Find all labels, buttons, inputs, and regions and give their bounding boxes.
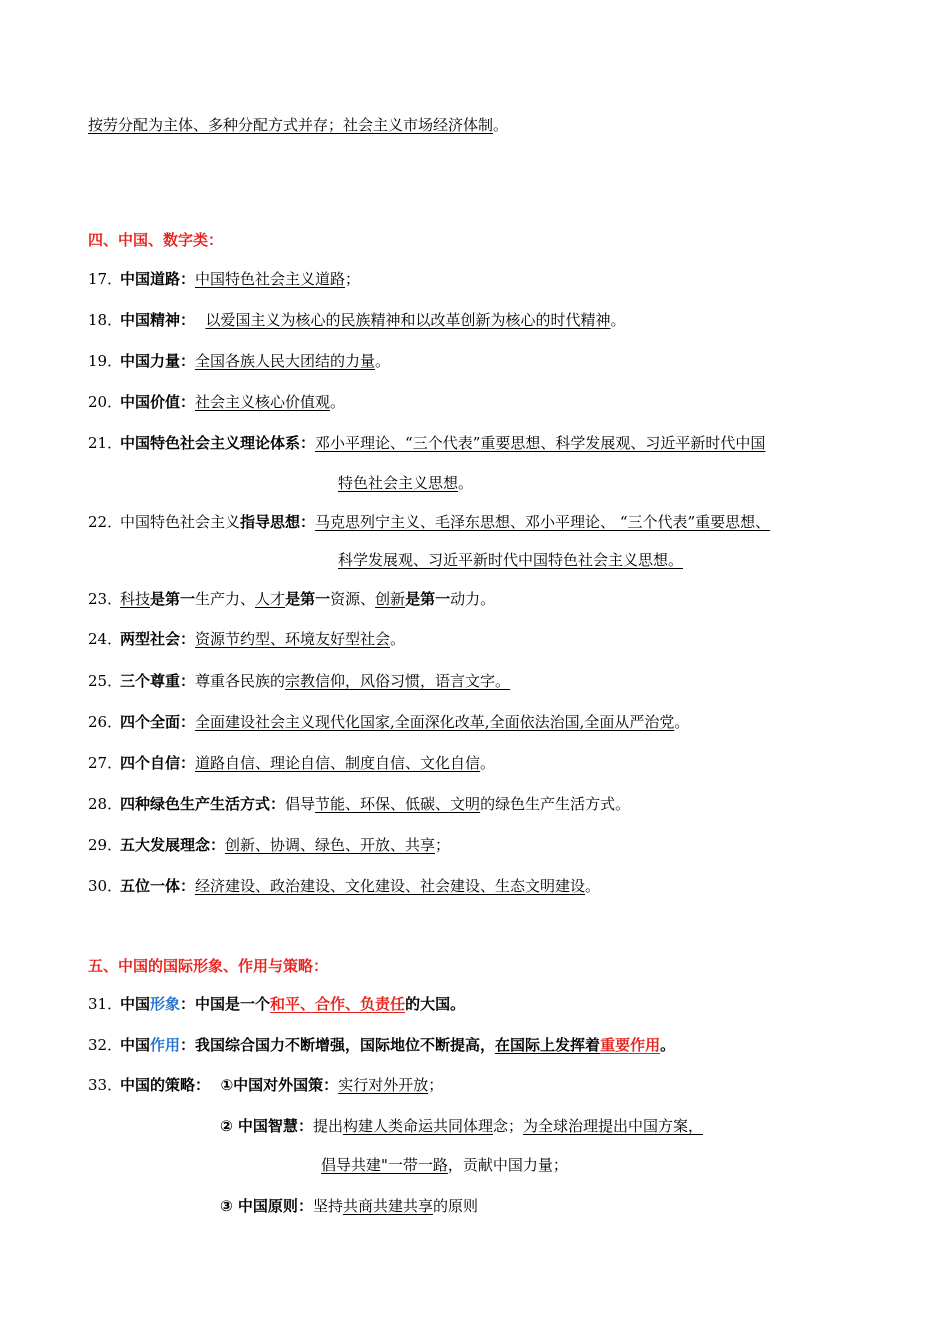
item-end: 。 [458, 474, 474, 492]
item-22-cont [338, 550, 683, 570]
item-colon: ： [270, 795, 286, 813]
item-label: 中国的策略 [120, 1076, 196, 1094]
item-end: 。 [375, 352, 391, 370]
item-number: 24． [88, 630, 123, 648]
sub1-end: ； [428, 1076, 444, 1094]
text-international: 在国际上发挥着 [495, 1036, 601, 1054]
keyword-peace: 和平、合作、负责任 [270, 995, 406, 1013]
top-line-text: 按劳分配为主体、多种分配方式并存；社会主义市场经济体制 [88, 116, 494, 134]
item-label: 五位一体 [120, 877, 181, 895]
item-colon: ： [180, 393, 196, 411]
wisdom-end: ，贡献中国力量； [447, 1156, 568, 1174]
item-33-wisdom [220, 1116, 703, 1136]
item-23 [88, 589, 495, 609]
item-colon: ： [195, 1076, 221, 1094]
item-31 [88, 994, 465, 1014]
item-19 [88, 351, 390, 371]
item-content: 全面建设社会主义现代化国家,全面深化改革,全面依法治国,全面从严治党 [195, 713, 675, 731]
item-18 [88, 310, 626, 330]
item-end: ； [435, 836, 451, 854]
item-end: 的绿色生产生活方式。 [480, 795, 631, 813]
item-number: 19． [88, 352, 123, 370]
section-5-heading: 五、中国的国际形象、作用与策略： [88, 957, 329, 975]
item-33-wisdom-cont [321, 1155, 568, 1175]
item-content: 资源节约型、环境友好型社会 [195, 630, 391, 648]
item-colon: ： [180, 877, 196, 895]
wisdom-content-2: 为全球治理提出中国方案， [523, 1117, 704, 1135]
item-label: 中国价值 [120, 393, 181, 411]
plain-text: 动力。 [450, 590, 496, 608]
item-end: 。 [610, 311, 626, 329]
wisdom-prefix: 提出 [312, 1117, 343, 1135]
item-21 [88, 433, 765, 453]
section-4-heading: 四、中国、数字类： [88, 231, 224, 249]
item-content: 创新、协调、绿色、开放、共享 [225, 836, 436, 854]
item-label: 四个全面 [120, 713, 181, 731]
item-number: 27． [88, 754, 123, 772]
text-china: 中国 [120, 995, 151, 1013]
item-22 [88, 512, 770, 532]
keyword-image: 形象 [150, 995, 181, 1013]
item-content: 全国各族人民大团结的力量 [195, 352, 376, 370]
text-statement: ：中国是一个 [180, 995, 271, 1013]
wisdom-mid: 念； [492, 1117, 523, 1135]
item-content: 道路自信、理论自信、制度自信、文化自信 [195, 754, 481, 772]
item-label: 四个自信 [120, 754, 181, 772]
item-label: 中国道路 [120, 270, 181, 288]
first-text: 是第一 [285, 590, 331, 608]
keyword-tech: 科技 [120, 590, 151, 608]
item-number: 20． [88, 393, 123, 411]
item-number: 17． [88, 270, 123, 288]
item-label: 中国力量 [120, 352, 181, 370]
item-colon: ： [180, 352, 196, 370]
item-prefix: 倡导 [285, 795, 316, 813]
item-number: 26． [88, 713, 123, 731]
wisdom-content-1: 构建人类命运共同体理 [342, 1117, 493, 1135]
item-20 [88, 392, 345, 412]
item-number: 31． [88, 995, 123, 1013]
item-number: 33． [88, 1076, 123, 1094]
item-29 [88, 835, 450, 855]
wisdom-colon: ： [297, 1117, 313, 1135]
item-colon: ： [300, 513, 316, 531]
item-label: 五大发展理念 [120, 836, 211, 854]
item-33-principle [220, 1196, 478, 1216]
item-label: 中国精神 [120, 311, 181, 329]
principle-end: 的原则 [432, 1197, 478, 1215]
item-label: 指导思想 [240, 513, 301, 531]
item-content: 以爱国主义为核心的民族精神和以改革创新为核心的时代精神 [205, 311, 611, 329]
item-label: 四种绿色生产生活方式 [120, 795, 271, 813]
item-24 [88, 629, 405, 649]
principle-content: 共商共建共享 [342, 1197, 433, 1215]
keyword-talent: 人才 [255, 590, 286, 608]
wisdom-content-3: 倡导共建"一带一路 [321, 1156, 448, 1174]
plain-text: 资源、 [330, 590, 376, 608]
wisdom-label: ② 中国智慧 [220, 1117, 298, 1135]
item-colon: ： [180, 713, 196, 731]
item-prefix: 中国特色社会主义 [120, 513, 241, 531]
item-content: 节能、环保、低碳、文明 [315, 795, 481, 813]
item-21-cont [338, 473, 473, 493]
item-colon: ： [210, 836, 226, 854]
item-32 [88, 1035, 675, 1055]
principle-colon: ： [297, 1197, 313, 1215]
text-china: 中国 [120, 1036, 151, 1054]
sub1-colon: ： [323, 1076, 339, 1094]
item-25 [88, 671, 510, 691]
text-statement: ：我国综合国力不断增强，国际地位不断提高， [180, 1036, 496, 1054]
top-line-end: 。 [493, 116, 509, 134]
item-end: 。 [585, 877, 601, 895]
item-number: 18． [88, 311, 123, 329]
item-content: 中国特色社会主义道路 [195, 270, 346, 288]
first-text: 是第一 [150, 590, 196, 608]
item-content-line2: 科学发展观、习近平新时代中国特色社会主义思想。 [338, 551, 684, 569]
principle-prefix: 坚持 [312, 1197, 343, 1215]
item-colon: ： [180, 630, 196, 648]
top-line [88, 115, 508, 135]
item-number: 23． [88, 590, 123, 608]
text-end: 的大国。 [405, 995, 466, 1013]
keyword-important-role: 重要作用 [600, 1036, 661, 1054]
first-text: 是第一 [405, 590, 451, 608]
item-colon: ： [180, 754, 196, 772]
item-content: 社会主义核心价值观 [195, 393, 331, 411]
item-content-line2: 特色社会主义思想 [338, 474, 459, 492]
item-colon: ： [180, 270, 196, 288]
keyword-role: 作用 [150, 1036, 181, 1054]
item-17 [88, 269, 360, 289]
item-end: 。 [390, 630, 406, 648]
plain-text: 生产力、 [195, 590, 256, 608]
item-end: 。 [330, 393, 346, 411]
text-end: 。 [660, 1036, 676, 1054]
sub1-content: 实行对外开放 [338, 1076, 429, 1094]
item-number: 25． [88, 672, 123, 690]
item-number: 29． [88, 836, 123, 854]
item-30 [88, 876, 600, 896]
item-label: 中国特色社会主义理论体系 [120, 434, 301, 452]
item-end: ； [345, 270, 361, 288]
item-content: 经济建设、政治建设、文化建设、社会建设、生态文明建设 [195, 877, 586, 895]
item-number: 30． [88, 877, 123, 895]
item-colon: ： [180, 672, 196, 690]
item-number: 21． [88, 434, 123, 452]
item-colon: ： [300, 434, 316, 452]
item-33 [88, 1075, 443, 1095]
item-end: 。 [480, 754, 496, 772]
item-end: 。 [674, 713, 690, 731]
keyword-innovation: 创新 [375, 590, 406, 608]
item-number: 32． [88, 1036, 123, 1054]
item-number: 28． [88, 795, 123, 813]
item-content: 宗教信仰，风俗习惯，语言文字。 [285, 672, 511, 690]
principle-label: ③ 中国原则 [220, 1197, 298, 1215]
item-content-line1: 马克思列宁主义、毛泽东思想、邓小平理论、 “三个代表”重要思想、 [315, 513, 771, 531]
item-label: 三个尊重 [120, 672, 181, 690]
item-colon: ： [180, 311, 206, 329]
item-number: 22． [88, 513, 123, 531]
item-prefix: 尊重各民族的 [195, 672, 286, 690]
item-content-line1: 邓小平理论、“三个代表”重要思想、科学发展观、习近平新时代中国 [315, 434, 766, 452]
item-label: 两型社会 [120, 630, 181, 648]
item-26 [88, 712, 689, 732]
item-28 [88, 794, 630, 814]
sub1-label: ①中国对外国策 [220, 1076, 324, 1094]
item-27 [88, 753, 495, 773]
